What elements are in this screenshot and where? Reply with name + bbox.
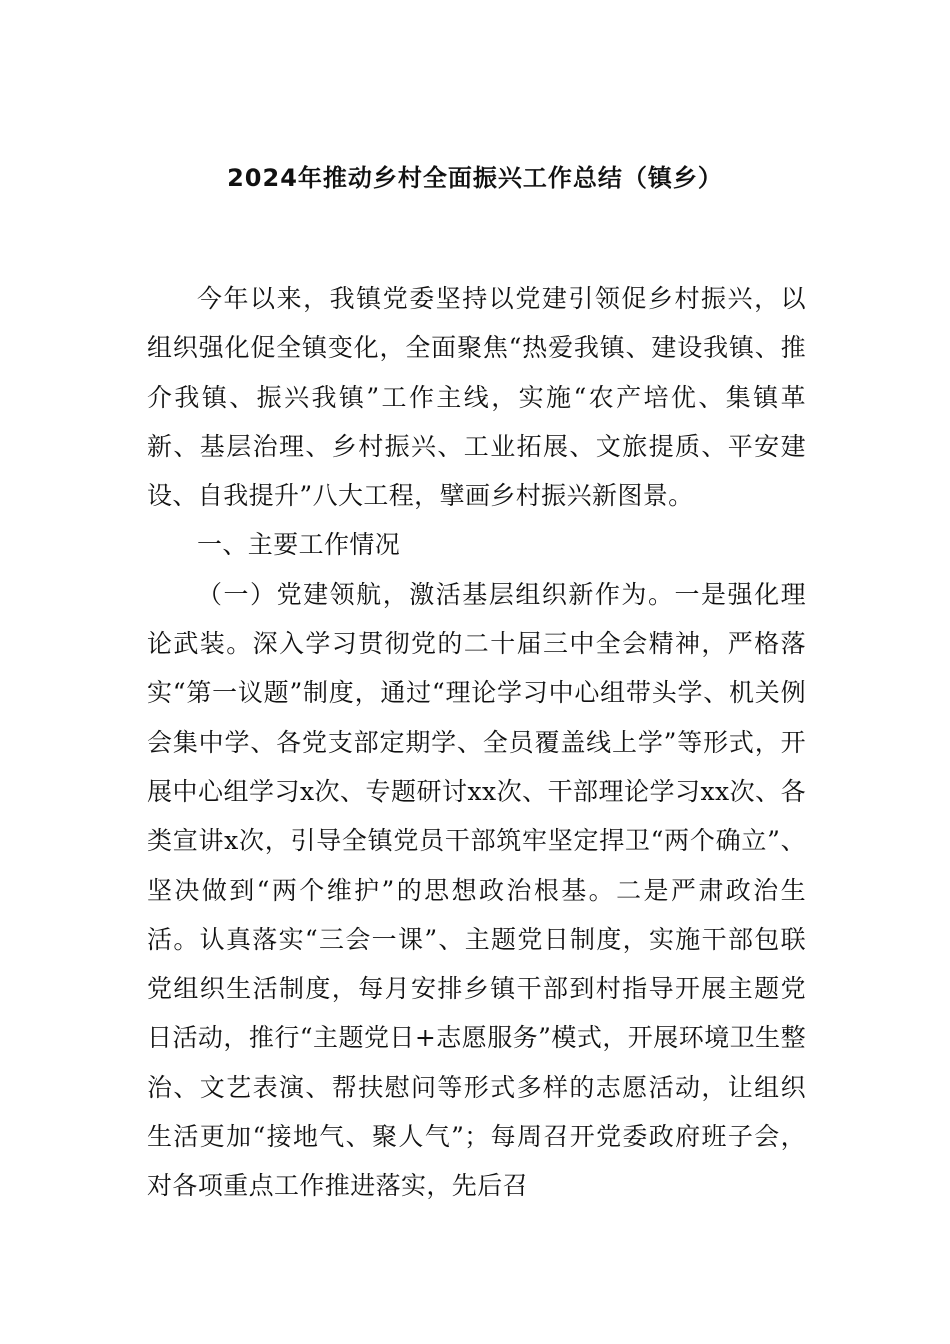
section-heading: 一、主要工作情况 — [197, 530, 401, 560]
document-body — [147, 274, 806, 1211]
document-title: 2024年推动乡村全面振兴工作总结（镇乡） — [227, 164, 723, 192]
intro-paragraph: 今年以来，我镇党委坚持以党建引领促乡村振兴，以组织强化促全镇变化，全面聚焦“热爱我镇、建设我镇、推介我镇、振兴我镇”工作主线，实施“农产培优、集镇革新、基层治理、乡村振兴、工业拓展、文旅提质、平安建设、自我提升”八大工程，擘画乡村振兴新图景。 — [147, 284, 806, 511]
section-paragraph: （一）党建领航，激活基层组织新作为。一是强化理论武装。深入学习贯彻党的二十届三中全会精神，严格落实“第一议题”制度，通过“理论学习中心组带头学、机关例会集中学、各党支部定期学、全员覆盖线上学”等形式，开展中心组学习x次、专题研讨xx次、干部理论学习xx次、各类宣讲x次，引导全镇党员干部筑牢坚定捍卫“两个确立”、坚决做到“两个维护”的思想政治根基。二是严肃政治生活。认真落实“三会一课”、主题党日制度，实施干部包联党组织生活制度，每月安排乡镇干部到村指导开展主题党日活动，推行“主题党日+志愿服务”模式，开展环境卫生整治、文艺表演、帮扶慰问等形式多样的志愿活动，让组织生活更加“接地气、聚人气”；每周召开党委政府班子会，对各项重点工作推进落实，先后召 — [147, 579, 806, 1201]
